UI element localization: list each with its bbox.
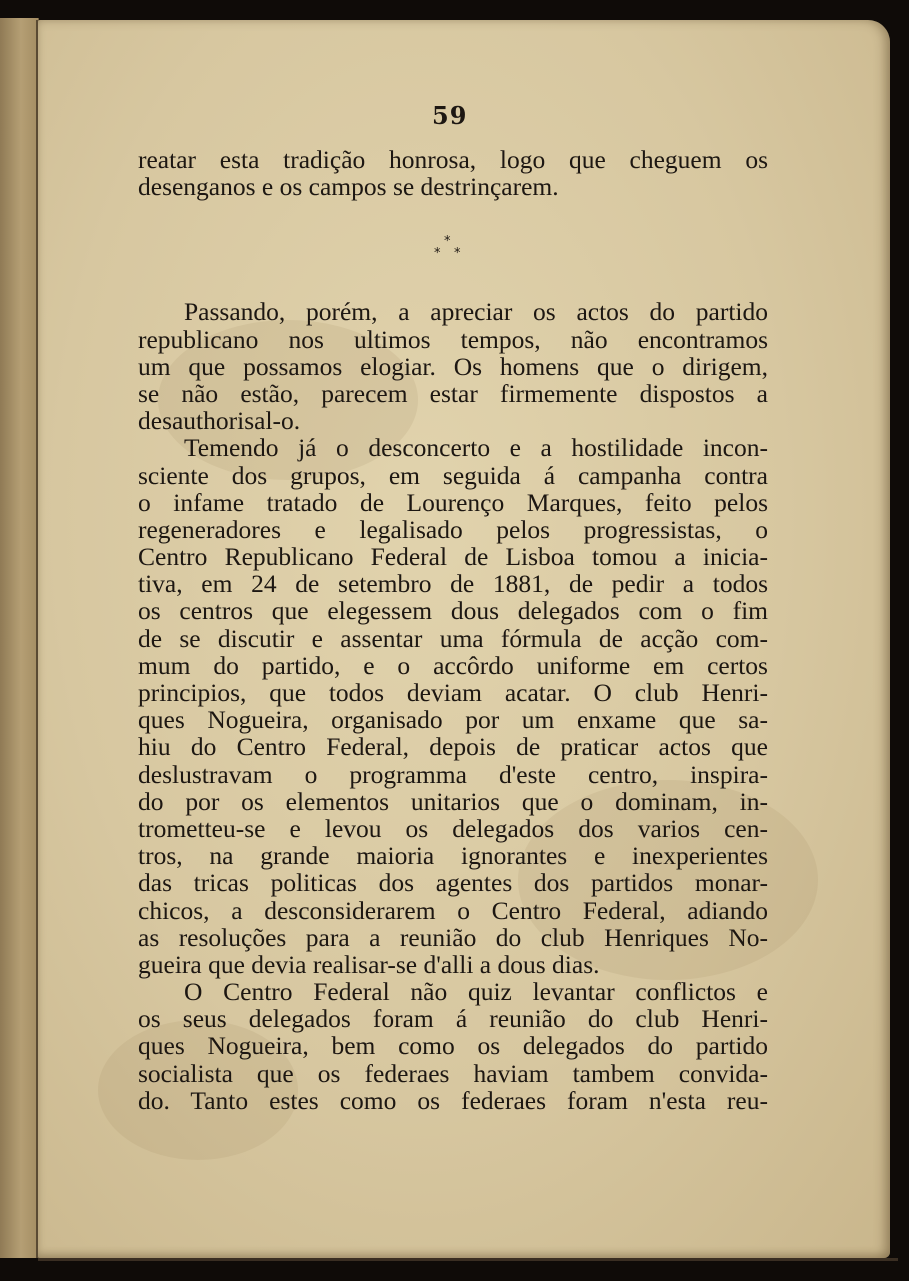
text-line: socialista que os federaes haviam tambem convida- [138, 1058, 768, 1088]
text-line: gueira que devia realisar-se d'alli a dous dias. [138, 949, 600, 979]
text-line: se não estão, parecem estar firmemente dispostos a [138, 378, 768, 408]
paragraph-4 [138, 978, 768, 1114]
text-line: tiva, em 24 de setembro de 1881, de pedir a todos [138, 569, 768, 599]
text-line: um que possamos elogiar. Os homens que o dirigem, [138, 351, 768, 381]
page-binding-edge [36, 20, 38, 1258]
text-line: Passando, porém, a apreciar os actos do partido [184, 297, 768, 327]
text-line: O Centro Federal não quiz levantar conflictos e [184, 977, 768, 1007]
text-line: reatar esta tradição honrosa, logo que cheguem os [138, 145, 768, 174]
text-line: chicos, a desconsiderarem o Centro Federal, adiando [138, 895, 768, 925]
separator-asterisk-left: * [434, 246, 441, 261]
page-bottom-edge [38, 1258, 898, 1261]
text-line: ques Nogueira, bem como os delegados do partido [138, 1031, 768, 1061]
text-line: desauthorisal-o. [138, 406, 301, 436]
paragraph-1 [138, 146, 768, 200]
text-line: os seus delegados foram á reunião do club Henri- [138, 1004, 768, 1034]
text-line: as resoluções para a reunião do club Henriques No- [138, 922, 768, 952]
text-line: Centro Republicano Federal de Lisboa tomou a inicia- [138, 542, 768, 572]
text-line: sciente dos grupos, em seguida á campanha contra [138, 460, 768, 490]
text-line: regeneradores e legalisado pelos progressistas, o [138, 514, 768, 544]
text-line: de se discutir e assentar uma fórmula de acção com- [138, 623, 768, 653]
page-number: 59 [432, 101, 468, 130]
text-line: trometteu-se e levou os delegados dos varios cen- [138, 813, 768, 843]
separator-space [138, 200, 768, 298]
text-line: tros, na grande maioria ignorantes e inexperientes [138, 841, 768, 871]
text-line: Temendo já o desconcerto e a hostilidade incon- [184, 433, 768, 463]
separator-asterisk-top: * [444, 234, 451, 249]
text-line: desenganos e os campos se destrinçarem. [138, 172, 559, 202]
text-line: principios, que todos deviam acatar. O club Henri- [138, 678, 768, 707]
text-line: os centros que elegessem dous delegados com o fim [138, 596, 768, 626]
paragraph-2 [138, 298, 768, 434]
previous-page-edge [0, 18, 39, 1258]
text-line: das tricas politicas dos agentes dos partidos monar- [138, 868, 768, 898]
text-line: do por os elementos unitarios que o dominam, in- [138, 786, 768, 816]
separator-asterisk-right: * [454, 246, 461, 261]
body-text [138, 146, 768, 1114]
text-line: ques Nogueira, organisado por um enxame que sa- [138, 705, 768, 735]
text-line: do. Tanto estes como os federaes foram n'esta reu- [138, 1085, 768, 1115]
text-line: o infame tratado de Lourenço Marques, feito pelos [138, 487, 768, 517]
text-line: deslustravam o programma d'este centro, inspira- [138, 759, 768, 789]
text-line: republicano nos ultimos tempos, não encontramos [138, 324, 768, 354]
text-line: hiu do Centro Federal, depois de praticar actos que [138, 732, 768, 762]
paragraph-3 [138, 434, 768, 978]
text-line: mum do partido, e o accôrdo uniforme em certos [138, 650, 768, 680]
